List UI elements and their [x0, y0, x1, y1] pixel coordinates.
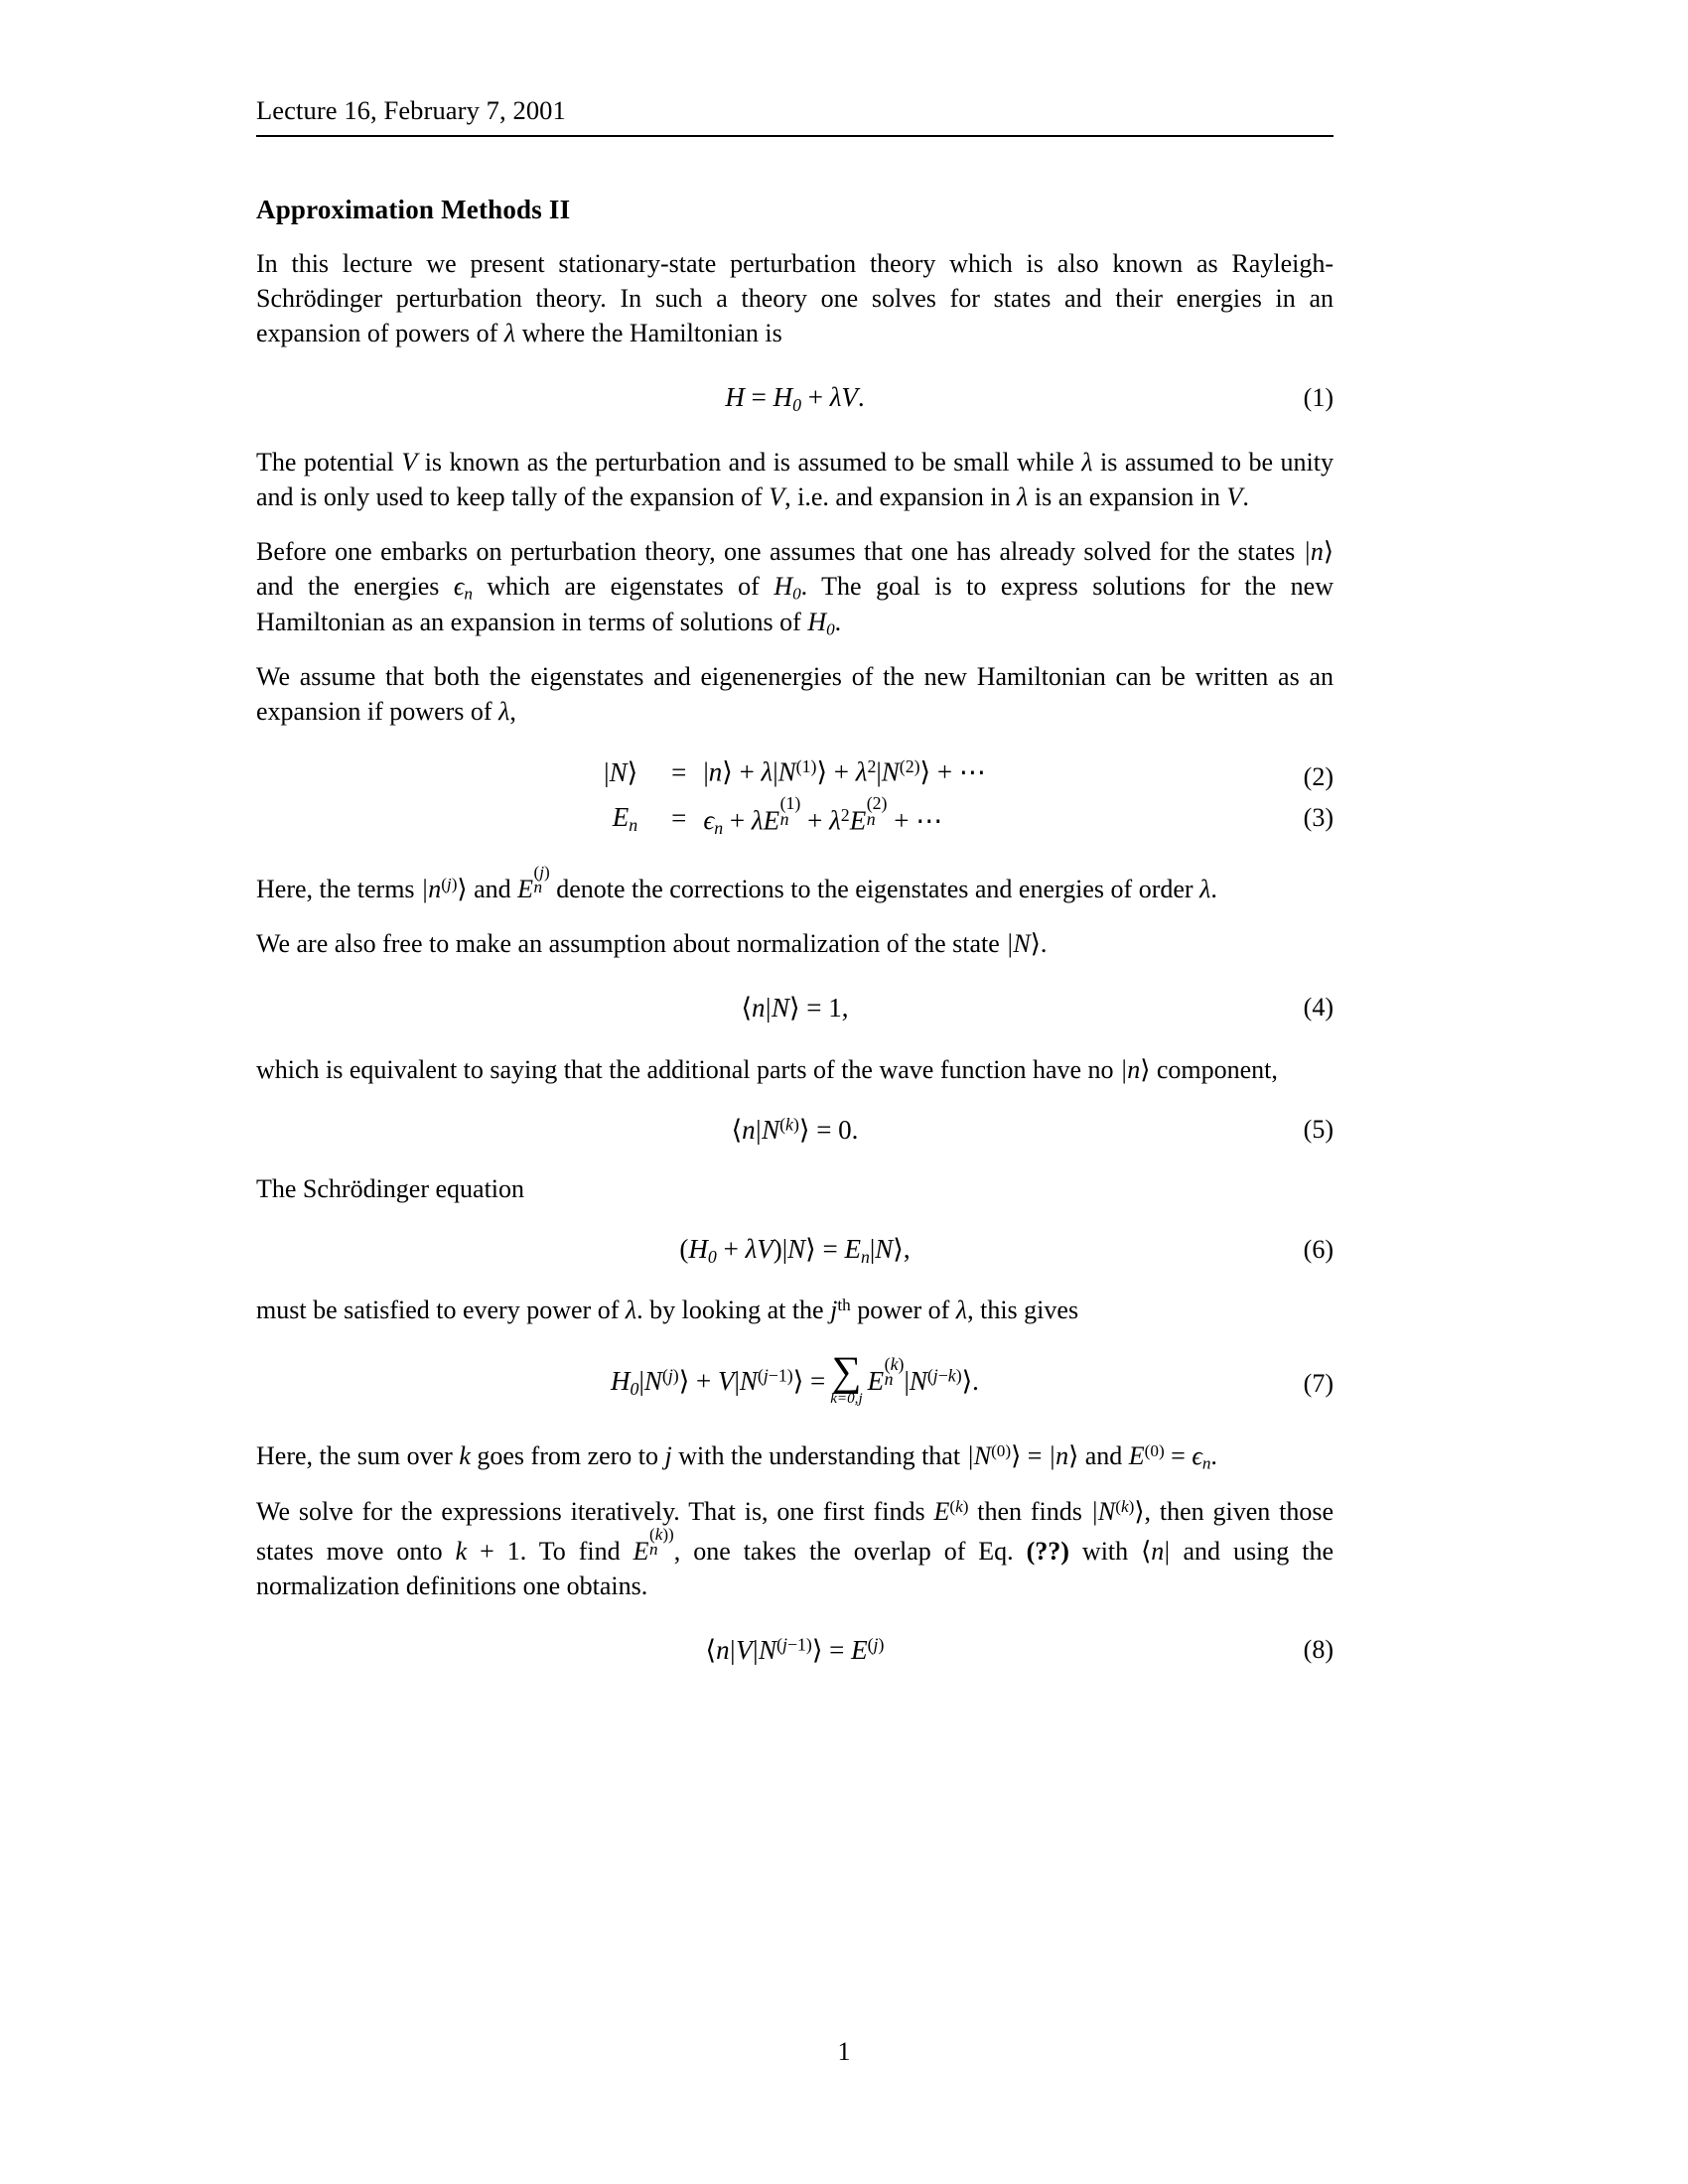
math-H0: $H_0$	[807, 607, 835, 639]
text-run: .	[834, 607, 842, 636]
paragraph-expansion-assumption	[256, 660, 1334, 730]
text-run: and	[1078, 1440, 1129, 1470]
math-ket-n: |n⟩	[1048, 1440, 1079, 1470]
equation-5: $⟨n|N^{(k)}⟩ = 0$.	[731, 1114, 859, 1146]
math-j: j	[830, 1295, 838, 1324]
math-E-k: $E^{(k)}$	[933, 1496, 969, 1526]
text-run: where the Hamiltonian is	[515, 318, 782, 347]
equation-8-block	[256, 1634, 1334, 1666]
text-run: Before one embarks on perturbation theory, one assumes that one has already solved for the states	[256, 537, 1304, 567]
text-run: power of	[850, 1295, 956, 1324]
equation-7: $H_0|N^{(j)}⟩$ + $V|N^{(j-1)}⟩$ = ∑ k=0,j E (k) n $|N^{(j-k)}⟩$.	[611, 1348, 979, 1407]
paragraph-every-power	[256, 1294, 1334, 1328]
text-run: We are also free to make an assumption about normalization of the state	[256, 928, 1007, 958]
math-j: j	[664, 1440, 672, 1470]
math-lambda: λ	[1199, 874, 1211, 903]
text-run: , i.e. and expansion in	[784, 482, 1018, 512]
math-E-n-k: E (k)) n	[633, 1525, 674, 1566]
equation-2-3-block	[256, 751, 1334, 844]
equation-8-number: (8)	[1303, 1634, 1334, 1664]
text-run: and the energies	[256, 571, 454, 601]
text-run: must be satisfied to every power of	[256, 1295, 626, 1324]
math-lambda: λ	[503, 318, 516, 347]
text-run: is known as the perturbation and is assumed to be small while	[417, 448, 1082, 478]
page-number: 1	[837, 2037, 851, 2066]
text-run: with the understanding that	[671, 1440, 967, 1470]
equation-5-block	[256, 1114, 1334, 1146]
equation-3-number: (3)	[1303, 803, 1334, 833]
equation-1-block	[256, 381, 1334, 416]
text-run: .	[1040, 928, 1048, 958]
text-run: . To find	[519, 1536, 633, 1566]
paragraph-sum-over-k	[256, 1439, 1334, 1475]
text-run: We assume that both the eigenstates and eigenenergies of the new Hamiltonian can be written as an expansion if powers of	[256, 662, 1334, 727]
paragraph-intro	[256, 247, 1334, 351]
math-lambda: λ	[625, 1295, 637, 1324]
math-equals: =	[1021, 1440, 1049, 1470]
text-run: which are eigenstates of	[472, 571, 774, 601]
text-run: In this lecture we present stationary-state perturbation theory which is also known as Rayleigh-Schrödinger perturbation theory. In such a theory one solves for states and their energies in an expansion of powers of	[256, 249, 1334, 347]
text-run: Here, the sum over	[256, 1440, 460, 1470]
math-lambda: λ	[1017, 482, 1029, 512]
equation-6-number: (6)	[1303, 1235, 1334, 1265]
math-ket-N-k: $|N^{(k)}⟩$	[1090, 1496, 1145, 1526]
equation-2: |N⟩ = |n⟩ + $\lambda|N^{(1)}⟩$ + $\lambda^2|N^{(2)}⟩$ + ⋯	[604, 756, 986, 787]
paragraph-corrections	[256, 863, 1334, 907]
text-run: denote the corrections to the eigenstates and energies of order	[549, 874, 1200, 903]
math-V: V	[401, 448, 418, 478]
summation-symbol: ∑ k=0,j	[830, 1348, 863, 1407]
text-run: , this gives	[967, 1295, 1079, 1324]
math-lambda: λ	[955, 1295, 968, 1324]
equation-6-block	[256, 1233, 1334, 1268]
text-run: then finds	[968, 1496, 1091, 1526]
equation-1: $H = H_0 + \lambda V$.	[725, 381, 865, 415]
text-run: and	[467, 874, 518, 903]
equation-6: ($H_0$ + λV)|N⟩ = $E_n|N⟩$,	[679, 1233, 911, 1267]
math-epsilon-n: $\epsilon_n$	[1192, 1440, 1211, 1473]
text-run: goes from zero to	[470, 1440, 665, 1470]
text-run: is assumed to be unity and is only used to keep tally of the expansion of	[256, 448, 1334, 512]
broken-reference: (??)	[1026, 1536, 1069, 1566]
equation-4: ⟨n|N⟩ = 1,	[741, 992, 849, 1023]
text-run: Here, the terms	[256, 874, 422, 903]
equation-1-number: (1)	[1303, 383, 1334, 413]
page-content	[256, 95, 1334, 1696]
text-run: The potential	[256, 448, 402, 478]
equation-2-number: (2)	[1303, 762, 1334, 792]
math-ket-N-0: $|N^{(0)}⟩$	[966, 1440, 1022, 1470]
text-run: component,	[1150, 1055, 1278, 1085]
paragraph-schrodinger: The Schrödinger equation	[256, 1173, 525, 1203]
math-E-n-j: E (j) n	[517, 863, 550, 903]
text-run: .	[1210, 1440, 1217, 1470]
text-run: which is equivalent to saying that the additional parts of the wave function have no	[256, 1055, 1121, 1085]
paragraph-iterative-solution	[256, 1495, 1334, 1604]
equation-4-block	[256, 992, 1334, 1024]
text-run: ,	[509, 697, 516, 727]
equation-7-block	[256, 1348, 1334, 1410]
equation-7-number: (7)	[1303, 1368, 1334, 1398]
paragraph-potential	[256, 446, 1334, 515]
paragraph-normalization	[256, 927, 1334, 962]
math-ket-N: |N⟩	[1006, 928, 1041, 958]
text-run: We solve for the expressions iteratively. That is, one first finds	[256, 1496, 934, 1526]
equation-3: $E_n$ = $\epsilon_n + \lambda E$ (1) n + $\lambda^2E$ (2) n + ⋯	[612, 793, 943, 839]
text-run: .	[1210, 874, 1217, 903]
math-H0: $H_0$	[774, 571, 801, 604]
math-epsilon-n: $\epsilon_n$	[453, 571, 473, 604]
text-run: , then given those states move onto	[256, 1496, 1334, 1566]
math-ket-n: |n⟩	[1120, 1055, 1151, 1085]
equation-8: $⟨n|V|N^{(j-1)}⟩ = E^{(j)}$	[705, 1634, 885, 1665]
math-th-superscript: th	[837, 1295, 851, 1314]
math-bra-n: ⟨n|	[1141, 1536, 1170, 1566]
math-k: k	[459, 1440, 471, 1470]
summation-limits: k=0,j	[830, 1390, 863, 1407]
text-run: . The goal is to express solutions for the new Hamiltonian as an expansion in terms of solutions of	[256, 571, 1334, 636]
equation-5-number: (5)	[1303, 1115, 1334, 1145]
text-run: .	[1242, 482, 1249, 512]
text-run: is an expansion in	[1028, 482, 1227, 512]
running-header: Lecture 16, February 7, 2001	[256, 95, 1334, 137]
math-equals: =	[1164, 1440, 1193, 1470]
math-V: V	[1226, 482, 1243, 512]
math-E-0: $E^{(0)}$	[1128, 1440, 1165, 1470]
text-run: and using the normalization definitions one obtains.	[256, 1536, 1334, 1600]
math-ket-n: |n⟩	[1303, 537, 1334, 567]
math-V: V	[769, 482, 785, 512]
aligned-equations	[604, 751, 986, 844]
document-body	[256, 195, 1334, 1666]
paragraph-before-embarks	[256, 535, 1334, 640]
math-ket-n-j: $|n^{(j)}⟩$	[421, 874, 468, 903]
text-run: , one takes the overlap of Eq.	[673, 1536, 1027, 1566]
math-lambda: λ	[498, 697, 510, 727]
equation-4-number: (4)	[1303, 993, 1334, 1023]
math-lambda: λ	[1081, 448, 1093, 478]
text-run: . by looking at the	[636, 1295, 831, 1324]
math-k-plus-1: k + 1	[455, 1536, 520, 1566]
section-title: Approximation Methods II	[256, 195, 571, 224]
paragraph-no-n-component	[256, 1053, 1334, 1088]
text-run: with	[1068, 1536, 1142, 1566]
